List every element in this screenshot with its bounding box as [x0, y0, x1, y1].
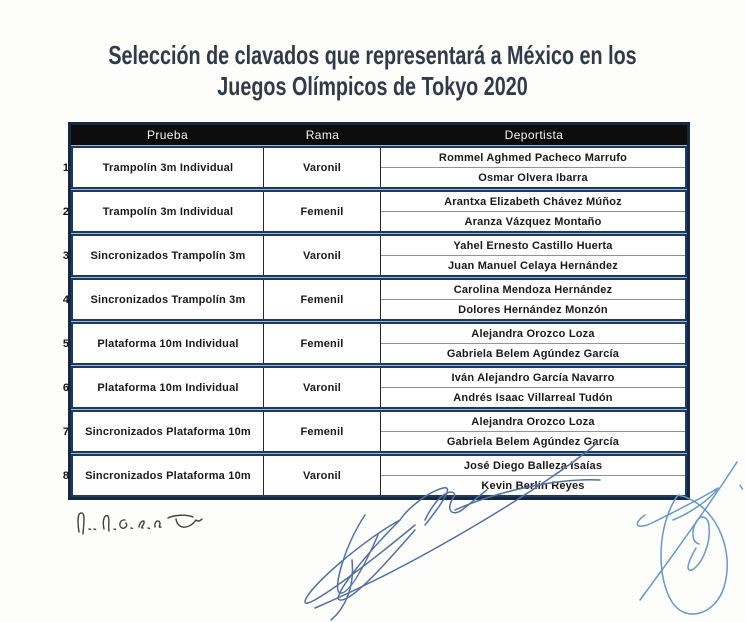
- cell-deportista-group: [381, 368, 685, 407]
- header-prueba: Prueba: [146, 128, 189, 142]
- header-deportista: Deportista: [504, 128, 564, 142]
- row-number: 6: [62, 381, 69, 394]
- document-title-line1: Selección de clavados que representará a México en los: [108, 40, 637, 70]
- table-row: [62, 146, 687, 189]
- cell-deportista: Gabriela Belem Agúndez García: [446, 347, 620, 360]
- cell-deportista: Yahel Ernesto Castillo Huerta: [381, 236, 685, 256]
- cell-deportista-group: [381, 324, 685, 363]
- cell-deportista: Carolina Mendoza Hernández: [381, 280, 685, 300]
- cell-rama: Femenil: [264, 412, 381, 451]
- cell-deportista-group: [381, 192, 685, 231]
- cell-rama: Varonil: [264, 148, 381, 187]
- cell-prueba: Plataforma 10m Individual: [73, 324, 264, 363]
- cell-deportista: Rommel Aghmed Pacheco Marrufo: [381, 148, 685, 168]
- cell-rama: Femenil: [264, 280, 381, 319]
- cell-deportista: Kevin Berlín Reyes: [481, 479, 585, 492]
- table-row: [62, 234, 687, 277]
- table-row: [62, 278, 687, 321]
- cell-rama: Femenil: [264, 192, 381, 231]
- cell-rama: Varonil: [264, 368, 381, 407]
- cell-prueba: Plataforma 10m Individual: [73, 368, 264, 407]
- row-number: 4: [62, 293, 69, 306]
- cell-deportista: Aranza Vázquez Montaño: [464, 215, 602, 228]
- handwritten-initials-dark-ink: [72, 506, 222, 542]
- cell-deportista-group: [381, 412, 685, 451]
- row-number: 1: [62, 161, 69, 174]
- selection-table: [62, 122, 690, 500]
- cell-rama: Femenil: [264, 324, 381, 363]
- cell-prueba: Sincronizados Plataforma 10m: [73, 412, 264, 451]
- row-number: 5: [62, 337, 69, 350]
- cell-deportista-group: [381, 236, 685, 275]
- cell-deportista-group: [381, 148, 685, 187]
- cell-rama: Varonil: [264, 236, 381, 275]
- table-row: [62, 410, 687, 453]
- cell-prueba: Trampolín 3m Individual: [73, 192, 264, 231]
- header-rama: Rama: [305, 128, 340, 142]
- cell-prueba: Sincronizados Trampolín 3m: [73, 236, 264, 275]
- cell-deportista: Alejandra Orozco Loza: [381, 324, 685, 344]
- cell-deportista: Osmar Olvera Ibarra: [478, 171, 588, 184]
- cell-deportista: Iván Alejandro García Navarro: [381, 368, 685, 388]
- cell-deportista: Andrés Isaac Villarreal Tudón: [453, 391, 613, 404]
- row-number: 3: [62, 249, 69, 262]
- cell-deportista-group: [381, 280, 685, 319]
- cell-prueba: Sincronizados Trampolín 3m: [73, 280, 264, 319]
- cell-deportista: Dolores Hernández Monzón: [458, 303, 608, 316]
- row-number: 8: [62, 469, 69, 482]
- document-title: [89, 40, 655, 102]
- table-row: [62, 366, 687, 409]
- row-number: 2: [62, 205, 69, 218]
- cell-rama: Varonil: [264, 456, 381, 495]
- table-row: [62, 322, 687, 365]
- cell-deportista: Arantxa Elizabeth Chávez Múñoz: [381, 192, 685, 212]
- document-title-line2: Juegos Olímpicos de Tokyo 2020: [217, 71, 528, 101]
- table-row: [62, 190, 687, 233]
- cell-deportista-group: [381, 456, 685, 495]
- cell-prueba: Sincronizados Plataforma 10m: [73, 456, 264, 495]
- cell-deportista: Juan Manuel Celaya Hernández: [447, 259, 619, 272]
- cell-deportista: Gabriela Belem Agúndez García: [446, 435, 620, 448]
- table-row: [62, 454, 687, 497]
- cell-prueba: Trampolín 3m Individual: [73, 148, 264, 187]
- row-number: 7: [62, 425, 69, 438]
- table-header-row: [71, 125, 687, 145]
- cell-deportista: Alejandra Orozco Loza: [381, 412, 685, 432]
- cell-deportista: José Diego Balleza Isaías: [381, 456, 685, 476]
